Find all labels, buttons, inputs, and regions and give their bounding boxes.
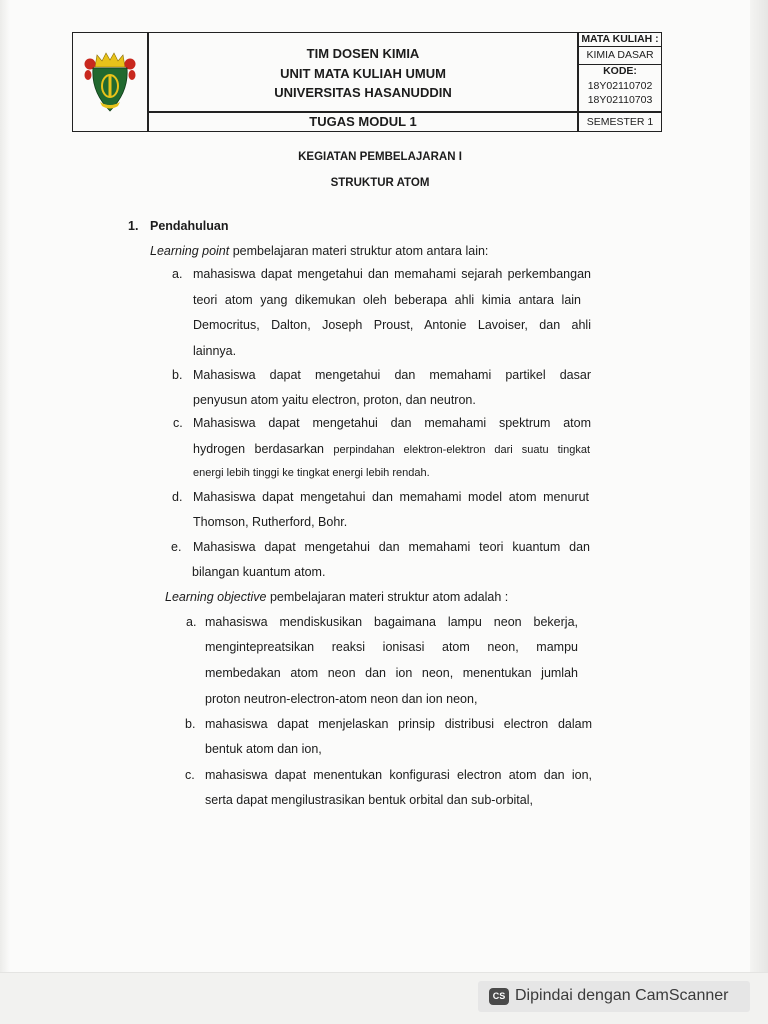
learning-objective-term: Learning objective — [165, 590, 267, 604]
list-item-line: Mahasiswa dapat mengetahui dan memahami teori kuantum dan — [193, 540, 590, 554]
section-number: 1. — [128, 219, 139, 233]
activity-heading: KEGIATAN PEMBELAJARAN I — [298, 151, 462, 163]
list-item-line: bilangan kuantum atom. — [192, 565, 326, 579]
list-item-line: membedakan atom neon dan ion neon, menentukan jumlah — [205, 666, 578, 680]
learning-objective-lead — [165, 589, 508, 605]
list-item-line: mahasiswa dapat menentukan konfigurasi electron atom dan ion, — [205, 768, 592, 782]
list-marker: c. — [173, 416, 183, 430]
list-marker: b. — [172, 368, 183, 382]
learning-objective-lead-text: pembelajaran materi struktur atom adalah : — [269, 590, 509, 604]
list-marker: c. — [185, 768, 195, 782]
institution-line-3: UNIVERSITAS HASANUDDIN — [274, 85, 452, 100]
list-item-line: bentuk atom dan ion, — [205, 742, 322, 756]
list-item-line: mahasiswa mendiskusikan bagaimana lampu neon bekerja, — [205, 615, 578, 629]
scan-shadow-right — [750, 0, 768, 972]
list-marker: a. — [186, 615, 197, 629]
list-marker: b. — [185, 717, 196, 731]
list-item-line: Democritus, Dalton, Joseph Proust, Antonie Lavoiser, dan ahli — [193, 318, 591, 332]
list-item-line: Mahasiswa dapat mengetahui dan memahami model atom menurut — [193, 490, 589, 504]
list-item-line: penyusun atom yaitu electron, proton, dan neutron. — [193, 393, 476, 407]
list-item-line: mengintepreatsikan reaksi ionisasi atom neon, mampu — [205, 640, 578, 654]
list-item-line: proton neutron-electron-atom neon dan ion neon, — [205, 692, 478, 706]
list-item-line: mahasiswa dapat menjelaskan prinsip distribusi electron dalam — [205, 717, 592, 731]
list-item-line: lainnya. — [193, 344, 237, 358]
list-item-line: Mahasiswa dapat mengetahui dan memahami spektrum atom — [193, 416, 591, 430]
course-code-2: 18Y02110703 — [587, 94, 653, 106]
list-item-line: mahasiswa dapat mengetahui dan memahami sejarah perkembangan — [193, 267, 591, 281]
watermark-text: Dipindai dengan CamScanner — [515, 987, 729, 1004]
course-name: KIMIA DASAR — [586, 49, 654, 61]
learning-point-term: Learning point — [150, 244, 230, 258]
list-item-line: Thomson, Rutherford, Bohr. — [193, 515, 348, 529]
list-item-text: hydrogen berdasarkan — [193, 442, 324, 456]
list-item-line-mixed — [193, 441, 590, 458]
semester: SEMESTER 1 — [586, 116, 654, 128]
list-marker: e. — [171, 540, 182, 554]
list-item-line: energi lebih tinggi ke tingkat energi lebih rendah. — [193, 467, 430, 479]
list-item-line: teori atom yang dikemukan oleh beberapa ahli kimia antara lain — [193, 293, 581, 307]
course-code-1: 18Y02110702 — [587, 80, 653, 92]
document-title: TUGAS MODUL 1 — [309, 114, 417, 129]
course-label: MATA KULIAH : — [581, 33, 659, 45]
list-item-line: serta dapat mengilustrasikan bentuk orbital dan sub-orbital, — [205, 793, 533, 807]
list-item-text-small: perpindahan elektron-elektron dari suatu tingkat — [333, 444, 590, 456]
learning-point-lead-text: pembelajaran materi struktur atom antara lain: — [232, 244, 489, 258]
university-logo — [80, 50, 140, 114]
camscanner-icon: CS — [489, 988, 509, 1005]
header-divider-course — [578, 46, 662, 47]
institution-line-2: UNIT MATA KULIAH UMUM — [280, 66, 446, 81]
institution-line-1: TIM DOSEN KIMIA — [306, 46, 420, 61]
list-marker: d. — [172, 490, 183, 504]
code-label: KODE: — [603, 65, 637, 77]
list-marker: a. — [172, 267, 183, 281]
logo-crest — [95, 53, 125, 67]
section-title: Pendahuluan — [150, 219, 229, 233]
scan-shadow-left — [0, 0, 10, 972]
list-item-line: Mahasiswa dapat mengetahui dan memahami partikel dasar — [193, 368, 591, 382]
topic-heading: STRUKTUR ATOM — [330, 177, 430, 189]
learning-point-lead — [150, 243, 488, 259]
